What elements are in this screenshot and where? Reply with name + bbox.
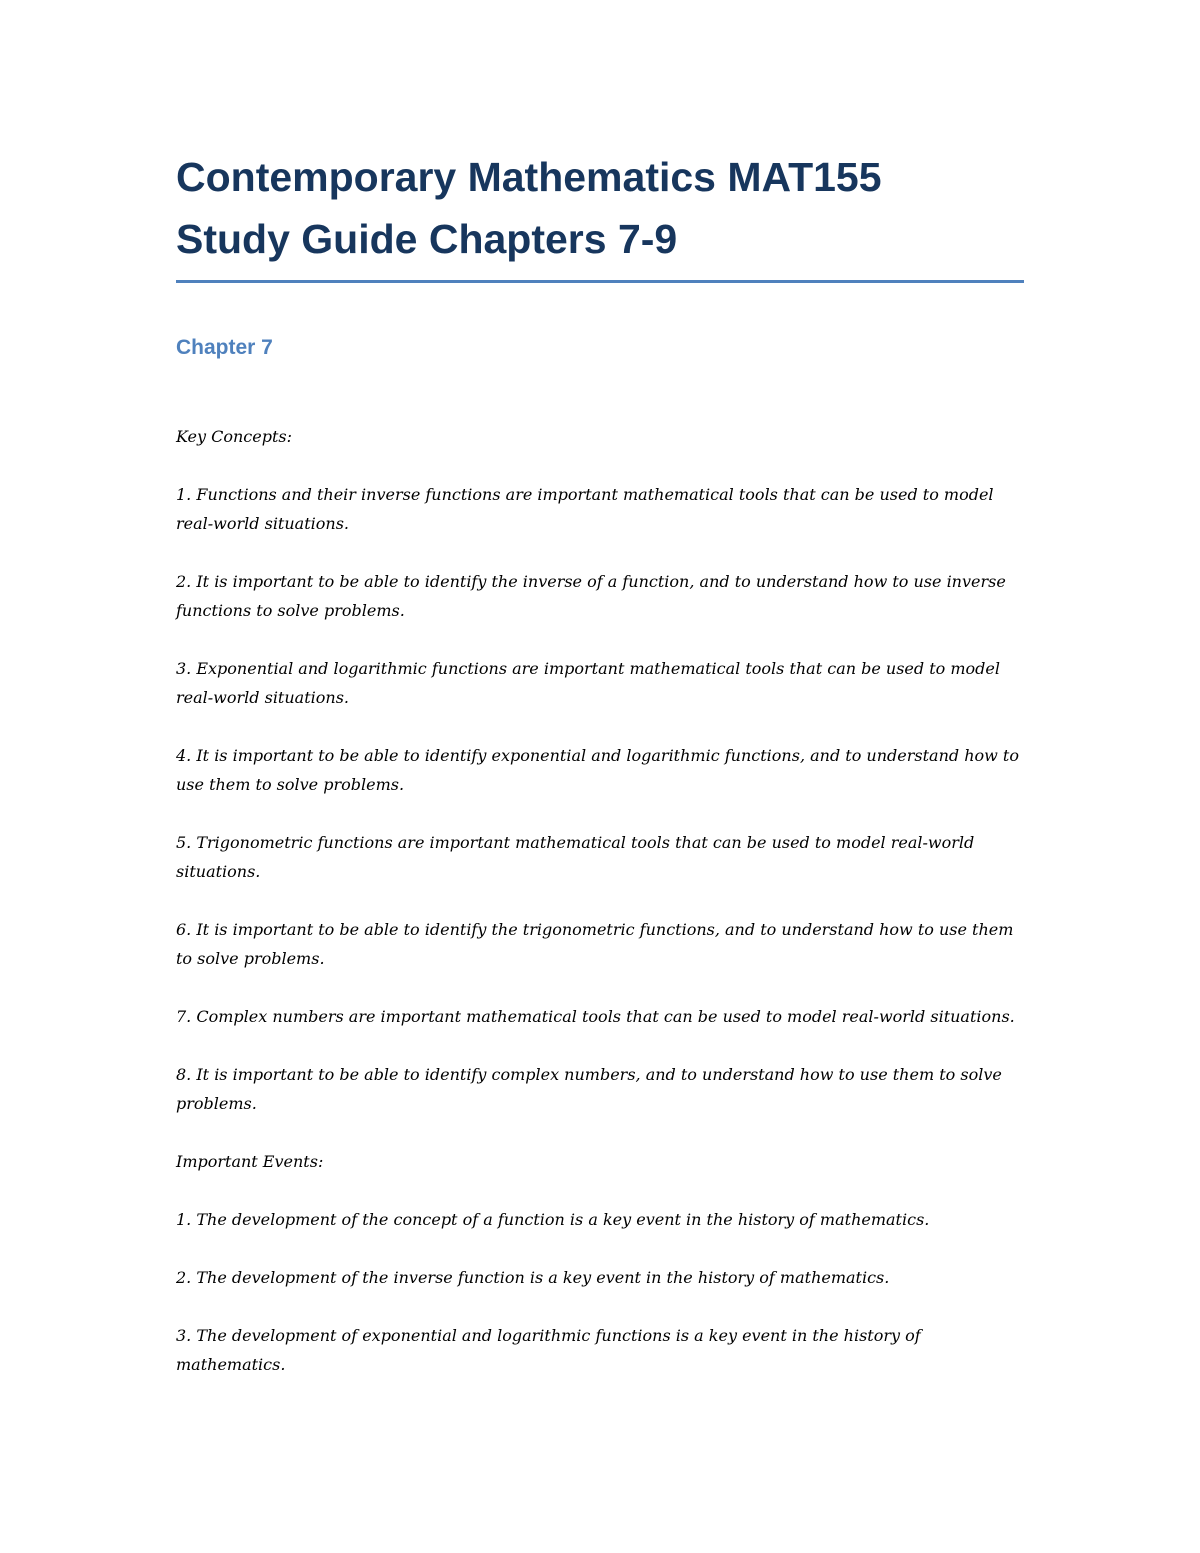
important-event-item: 3. The development of exponential and logarithmic functions is a key event in the history of mathematics. — [176, 1326, 921, 1374]
key-concept-item: 3. Exponential and logarithmic functions are important mathematical tools that can be used to model real-world situations. — [176, 659, 1001, 707]
document-title-line-2: Study Guide Chapters 7-9 — [176, 216, 678, 262]
document-title-line-1: Contemporary Mathematics MAT155 — [176, 154, 882, 200]
chapter-heading: Chapter 7 — [176, 336, 273, 359]
important-events-list — [176, 1176, 1024, 1379]
important-event-item: 2. The development of the inverse function is a key event in the history of mathematics. — [176, 1268, 890, 1287]
key-concept-item: 7. Complex numbers are important mathematical tools that can be used to model real-world situations. — [176, 1007, 1015, 1026]
key-concept-item: 5. Trigonometric functions are important mathematical tools that can be used to model real-world situations. — [176, 833, 975, 881]
important-event-item: 1. The development of the concept of a function is a key event in the history of mathematics. — [176, 1210, 930, 1229]
important-events-label: Important Events: — [176, 1152, 324, 1171]
key-concept-item: 8. It is important to be able to identify complex numbers, and to understand how to use them to solve problems. — [176, 1065, 1002, 1113]
title-divider — [176, 280, 1024, 283]
key-concepts-list — [176, 451, 1024, 1118]
spacer — [176, 363, 1024, 422]
key-concept-item: 2. It is important to be able to identify the inverse of a function, and to understand how to use inverse functions to solve problems. — [176, 572, 1006, 620]
key-concepts-label: Key Concepts: — [176, 427, 292, 446]
key-concept-item: 6. It is important to be able to identify the trigonometric functions, and to understand how to use them to solve problems. — [176, 920, 1014, 968]
key-concept-item: 4. It is important to be able to identify exponential and logarithmic functions, and to understand how to use them to solve problems. — [176, 746, 1019, 794]
document-content — [176, 146, 1024, 1379]
key-concept-item: 1. Functions and their inverse functions are important mathematical tools that can be used to model real-world situations. — [176, 485, 994, 533]
